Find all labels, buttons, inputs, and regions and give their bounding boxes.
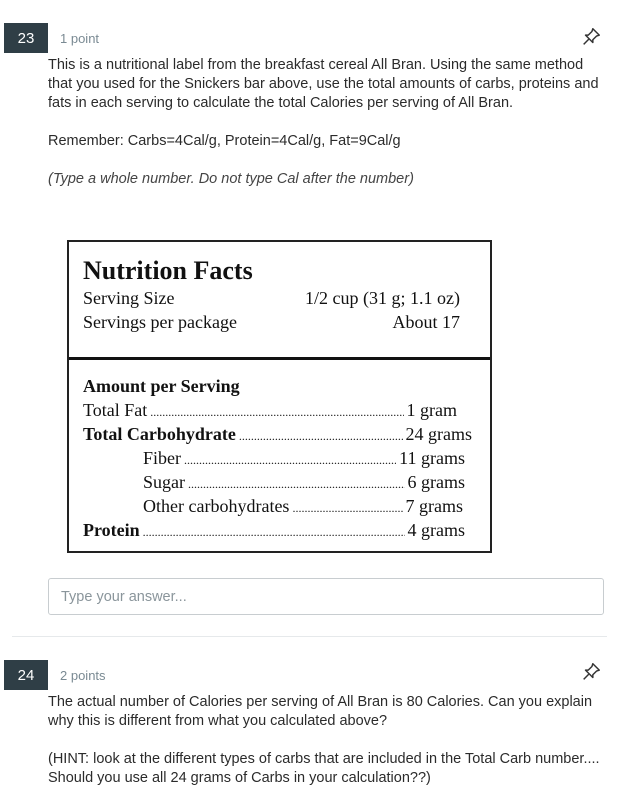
leader-dots [150,405,403,420]
amount-header [83,376,240,397]
instruction-text: (Type a whole number. Do not type Cal after the number) [48,171,414,187]
row-value: 7 grams [405,496,463,516]
row-total-carbohydrate [83,424,472,445]
pin-icon[interactable] [580,26,602,48]
row-label: Other carbohydrates [143,496,290,516]
leader-dots [292,501,402,516]
row-label: Sugar [143,472,185,492]
pin-icon[interactable] [580,661,602,683]
row-protein [83,520,465,541]
row-label: Protein [83,520,140,540]
row-label: Total Fat [83,400,148,420]
question-points: 2 points [60,668,106,683]
row-other-carbohydrates [143,496,463,517]
servings-label: Servings per package [83,312,237,332]
question-text [48,56,608,189]
row-value: 4 grams [407,520,465,540]
row-total-fat [83,400,457,421]
leader-dots [239,429,403,444]
question-number: 23 [4,23,48,53]
row-sugar [143,472,465,493]
row-label: Total Carbohydrate [83,424,236,444]
question-text [48,693,608,788]
serving-size-value: 1/2 cup (31 g; 1.1 oz) [305,288,460,308]
row-value: 11 grams [399,448,465,468]
nutrition-facts-label [67,240,492,553]
serving-size-row [83,288,460,309]
row-label: Fiber [143,448,181,468]
leader-dots [188,477,405,492]
amount-header-label: Amount per Serving [83,376,240,396]
leader-dots [143,525,405,540]
row-value: 1 gram [406,400,457,420]
serving-size-label: Serving Size [83,288,175,308]
question-body: This is a nutritional label from the breakfast cereal All Bran. Using the same method that you used for the Snickers bar above, use the total amounts of carbs, proteins and fats in each serving to calculate the total Calories per serving of All Bran. [48,57,599,111]
divider-rule [69,357,490,360]
question-divider [12,636,607,637]
question-points: 1 point [60,31,100,46]
servings-value: About 17 [392,312,460,332]
row-value: 24 grams [405,424,472,444]
remember-text: Remember: Carbs=4Cal/g, Protein=4Cal/g, Fat=9Cal/g [48,133,401,149]
leader-dots [184,453,396,468]
answer-input[interactable] [48,578,604,615]
servings-row [83,312,460,333]
question-number: 24 [4,660,48,690]
row-value: 6 grams [407,472,465,492]
row-fiber [143,448,465,469]
nutrition-title: Nutrition Facts [83,256,253,285]
hint-text: (HINT: look at the different types of carbs that are included in the Total Carb number.... Should you use all 24 grams of Carbs in your calculation??) [48,751,600,786]
question-body: The actual number of Calories per serving of All Bran is 80 Calories. Can you explain why this is different from what you calculated above? [48,694,593,729]
